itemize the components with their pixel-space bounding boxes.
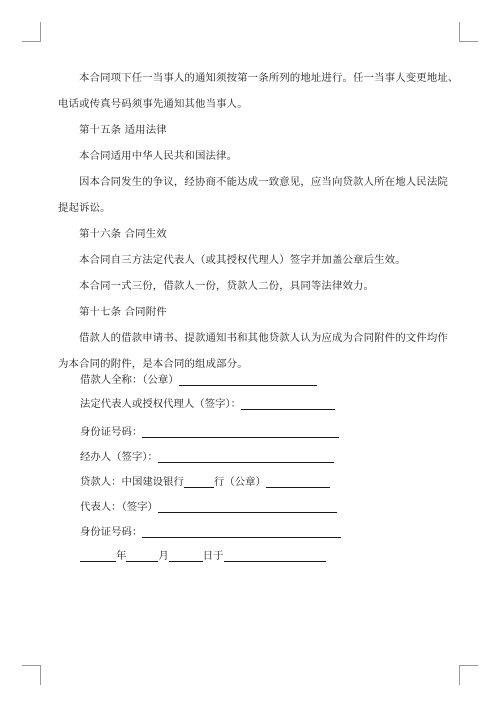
crop-mark-top-right <box>459 41 478 42</box>
crop-mark-bottom-right <box>459 665 460 685</box>
id-number-label-2: 身份证号码： <box>80 526 143 538</box>
lender-seal-field[interactable] <box>266 475 330 488</box>
crop-mark-bottom-right <box>459 665 478 666</box>
crop-mark-top-left <box>40 22 41 42</box>
article-15-p2-line-1: 因本合同发生的争议，经协商不能达成一致意见，应当向贷款人所在地人民法院 <box>79 176 448 188</box>
lender-label: 贷款人：中国建设银行 <box>80 476 184 488</box>
date-day-label: 日于 <box>202 550 224 562</box>
legal-rep-row <box>80 396 335 412</box>
handler-label: 经办人（签字）： <box>80 451 158 463</box>
article-15-paragraph-1: 本合同适用中华人民共和国法律。 <box>79 150 238 162</box>
handler-row <box>80 449 334 465</box>
date-year-label: 年 <box>116 550 127 562</box>
legal-rep-signature-field[interactable] <box>241 397 335 410</box>
article-17-paragraph-1 <box>58 325 450 377</box>
place-field[interactable] <box>224 549 326 562</box>
id-number-row-2 <box>80 524 341 540</box>
crop-mark-bottom-left <box>40 665 41 685</box>
date-month-label: 月 <box>158 550 169 562</box>
article-16-paragraph-1: 本合同自三方法定代表人（或其授权代理人）签字并加盖公章后生效。 <box>79 254 406 266</box>
date-month-field[interactable] <box>126 549 158 562</box>
notice-line-1: 本合同项下任一当事人的通知须按第一条所列的地址进行。任一当事人变更地址、 <box>79 72 459 84</box>
lender-row <box>80 474 330 490</box>
borrower-name-field[interactable] <box>179 373 317 386</box>
legal-rep-label: 法定代表人或授权代理人（签字）： <box>80 398 242 410</box>
article-15-title: 第十五条 适用法律 <box>79 124 167 136</box>
article-17-p1-line-1: 借款人的借款申请书、提款通知书和其他贷款人认为应成为合同附件的文件均作 <box>79 332 448 344</box>
representative-row <box>80 499 337 515</box>
borrower-name-row <box>80 372 317 388</box>
article-16-paragraph-2: 本合同一式三份，借款人一份，贷款人二份，具同等法律效力。 <box>79 280 375 292</box>
lender-branch-label: 行（公章） <box>213 476 266 488</box>
id-number-field-2[interactable] <box>142 525 341 538</box>
id-number-row-1 <box>80 424 339 440</box>
date-row <box>80 548 326 564</box>
borrower-name-label: 借款人全称：（公章） <box>80 374 179 386</box>
article-17-title: 第十七条 合同附件 <box>79 306 167 318</box>
date-day-field[interactable] <box>169 549 203 562</box>
notice-line-2: 电话或传真号码须事先通知其他当事人。 <box>58 98 248 110</box>
handler-signature-field[interactable] <box>158 450 334 463</box>
crop-mark-top-right <box>459 22 460 42</box>
representative-label: 代表人：（签字） <box>80 501 158 513</box>
article-17-p1-line-2: 为本合同的附件，是本合同的组成部分。 <box>58 358 248 370</box>
article-16-title: 第十六条 合同生效 <box>79 228 167 240</box>
crop-mark-top-left <box>22 41 41 42</box>
article-15-p2-line-2: 提起诉讼。 <box>58 202 111 214</box>
id-number-label-1: 身份证号码： <box>80 426 143 438</box>
lender-branch-field[interactable] <box>184 475 214 488</box>
notice-paragraph <box>58 65 459 117</box>
representative-signature-field[interactable] <box>158 500 337 513</box>
article-15-paragraph-2 <box>58 169 450 221</box>
date-year-field[interactable] <box>80 549 116 562</box>
crop-mark-bottom-left <box>22 665 41 666</box>
id-number-field-1[interactable] <box>142 425 339 438</box>
